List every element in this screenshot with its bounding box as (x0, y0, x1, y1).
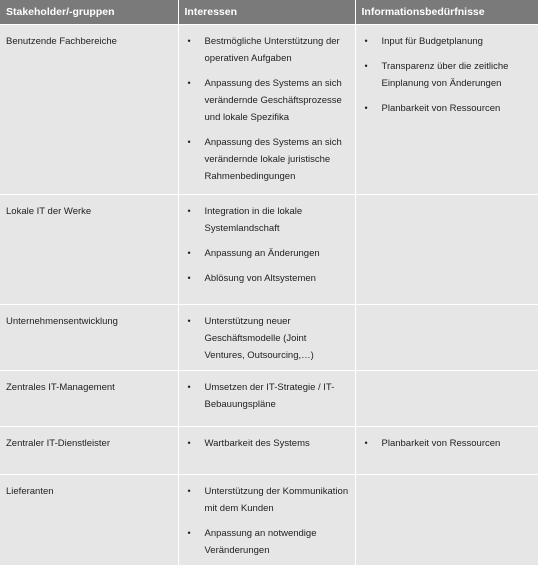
list-item-text: Anpassung an Änderungen (204, 248, 320, 259)
info-needs-cell (355, 371, 538, 427)
interests-list (185, 33, 349, 185)
table-row (0, 371, 538, 427)
list-item (185, 33, 349, 67)
bullet-icon: • (187, 78, 191, 88)
list-item-text: Anpassung an notwendige Veränderungen (204, 528, 317, 556)
interests-list (185, 435, 349, 452)
list-item (185, 75, 349, 126)
list-item-text: Unterstützung neuer Geschäftsmodelle (Joint Ventures, Outsourcing,…) (204, 316, 314, 361)
list-item (185, 379, 349, 413)
header-interests: Interessen (178, 0, 355, 25)
list-item (185, 203, 349, 237)
bullet-icon: • (364, 36, 368, 46)
list-item (185, 435, 349, 452)
list-item (362, 435, 533, 452)
interests-cell (178, 475, 355, 566)
table-header-row (0, 0, 538, 25)
header-stakeholder: Stakeholder/-gruppen (0, 0, 178, 25)
info-needs-list (362, 33, 533, 117)
stakeholder-cell: Lieferanten (0, 475, 178, 566)
bullet-icon: • (187, 528, 191, 538)
list-item (362, 58, 533, 92)
list-item-text: Anpassung des Systems an sich verändernde lokale juristische Rahmenbedingungen (204, 137, 342, 182)
bullet-icon: • (187, 486, 191, 496)
bullet-icon: • (364, 61, 368, 71)
stakeholder-cell: Benutzende Fachbereiche (0, 25, 178, 195)
interests-list (185, 379, 349, 413)
info-needs-cell (355, 305, 538, 371)
list-item (362, 33, 533, 50)
interests-list (185, 203, 349, 287)
info-needs-cell (355, 195, 538, 305)
list-item (185, 270, 349, 287)
interests-cell (178, 195, 355, 305)
interests-list (185, 313, 349, 364)
list-item-text: Anpassung des Systems an sich verändernde Geschäftsprozesse und lokale Spezifika (204, 78, 342, 123)
interests-list (185, 483, 349, 559)
bullet-icon: • (187, 248, 191, 258)
list-item (185, 313, 349, 364)
table-row (0, 195, 538, 305)
bullet-icon: • (187, 316, 191, 326)
bullet-icon: • (187, 206, 191, 216)
header-info-needs: Informationsbedürfnisse (355, 0, 538, 25)
table-row (0, 475, 538, 566)
stakeholder-cell: Lokale IT der Werke (0, 195, 178, 305)
table-row (0, 25, 538, 195)
list-item-text: Umsetzen der IT-Strategie / IT-Bebauungspläne (204, 382, 335, 410)
list-item (185, 245, 349, 262)
table-row (0, 305, 538, 371)
interests-cell (178, 305, 355, 371)
table-body (0, 25, 538, 566)
list-item-text: Integration in die lokale Systemlandschaft (204, 206, 303, 234)
bullet-icon: • (364, 438, 368, 448)
bullet-icon: • (187, 36, 191, 46)
interests-cell (178, 25, 355, 195)
bullet-icon: • (364, 103, 368, 113)
list-item (185, 134, 349, 185)
info-needs-cell (355, 475, 538, 566)
interests-cell (178, 427, 355, 475)
interests-cell (178, 371, 355, 427)
bullet-icon: • (187, 382, 191, 392)
bullet-icon: • (187, 438, 191, 448)
table-row (0, 427, 538, 475)
info-needs-list (362, 435, 533, 452)
list-item-text: Planbarkeit von Ressourcen (381, 438, 501, 449)
list-item (362, 100, 533, 117)
stakeholder-cell: Unternehmensentwicklung (0, 305, 178, 371)
bullet-icon: • (187, 137, 191, 147)
info-needs-cell (355, 427, 538, 475)
list-item-text: Bestmögliche Unterstützung der operativen Aufgaben (204, 36, 340, 64)
list-item-text: Planbarkeit von Ressourcen (381, 103, 501, 114)
list-item-text: Transparenz über die zeitliche Einplanung von Änderungen (381, 61, 509, 89)
stakeholder-cell: Zentraler IT-Dienstleister (0, 427, 178, 475)
list-item-text: Wartbarkeit des Systems (204, 438, 310, 449)
info-needs-cell (355, 25, 538, 195)
bullet-icon: • (187, 273, 191, 283)
list-item-text: Ablösung von Altsystemen (204, 273, 316, 284)
list-item-text: Input für Budgetplanung (381, 36, 483, 47)
list-item-text: Unterstützung der Kommunikation mit dem Kunden (204, 486, 349, 514)
stakeholder-cell: Zentrales IT-Management (0, 371, 178, 427)
list-item (185, 483, 349, 517)
